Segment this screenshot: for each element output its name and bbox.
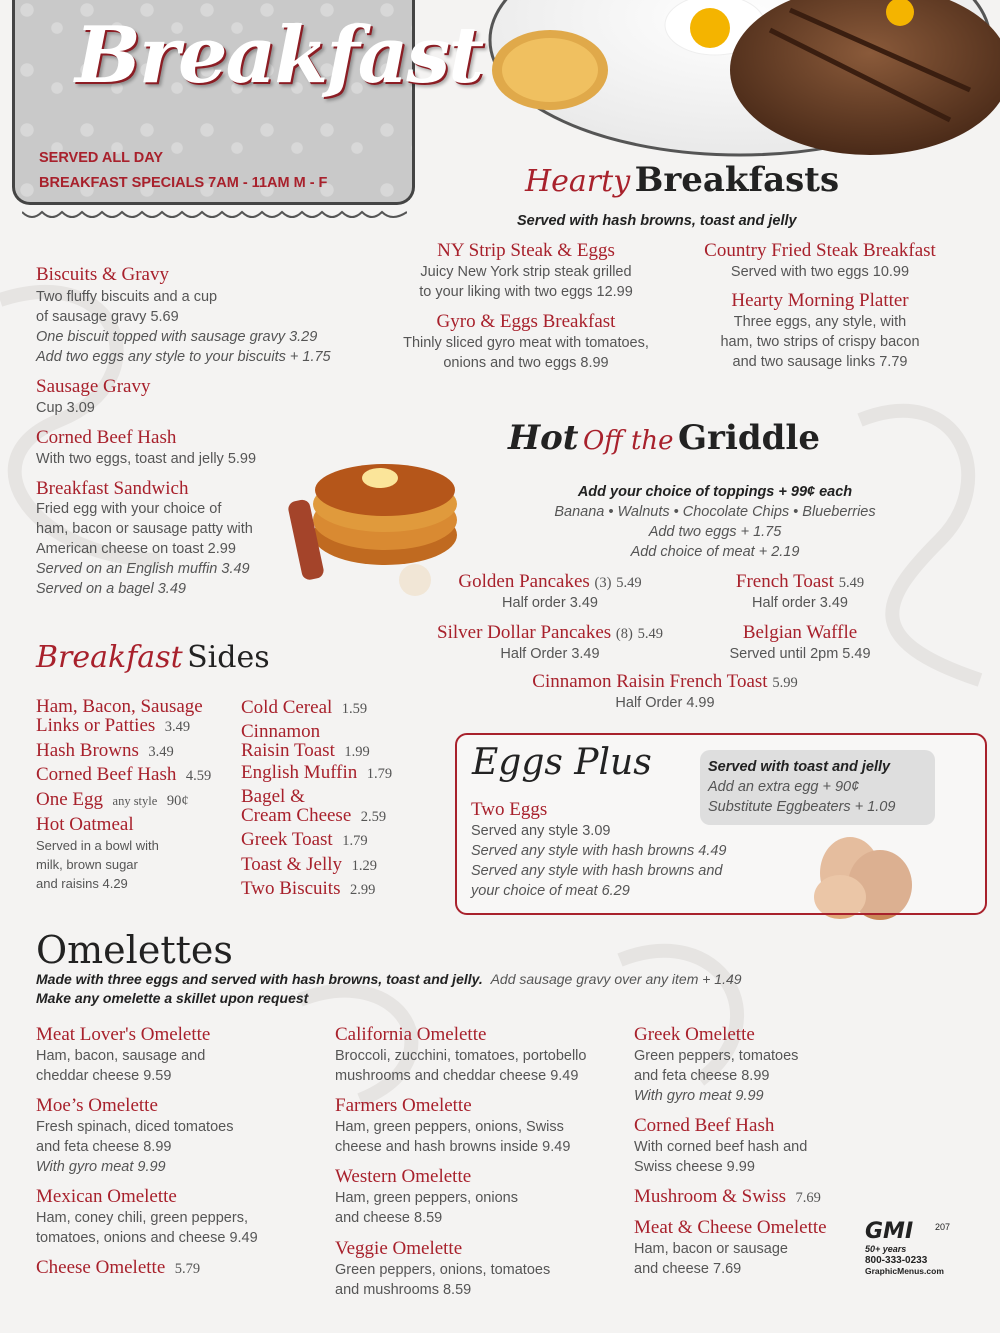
omelette-item (36, 1095, 233, 1177)
side-item (241, 878, 375, 900)
side-item (241, 762, 392, 784)
item-title: Mushroom & Swiss (634, 1186, 787, 1207)
item-desc: Two fluffy biscuits and a cup (36, 289, 218, 305)
side-name: Hot Oatmeal (36, 814, 134, 835)
served-all-day: SERVED ALL DAY (39, 150, 164, 166)
sides-script: Breakfast (36, 640, 183, 675)
item-title: Greek Omelette (634, 1024, 755, 1045)
item-title: Mexican Omelette (36, 1186, 177, 1207)
eggs-plus-item (471, 799, 727, 901)
side-price: 2.99 (349, 882, 376, 898)
item-sub: Half order 3.49 (502, 595, 598, 611)
side-name: Bagel & (241, 786, 305, 807)
side-price: 1.79 (366, 766, 393, 782)
side-name-2: Raisin Toast (241, 740, 335, 761)
omelette-item (335, 1024, 586, 1086)
item-extra: With gyro meat 9.99 (634, 1088, 764, 1104)
griddle-toppings (470, 482, 960, 562)
griddle-item (690, 571, 910, 613)
item-title: Corned Beef Hash (36, 427, 177, 448)
side-price: 4.59 (185, 768, 212, 784)
item-title: Belgian Waffle (742, 622, 858, 643)
item-desc: With corned beef hash and (634, 1139, 808, 1155)
griddle-item (420, 571, 680, 613)
side-item (241, 722, 370, 762)
side-item (241, 697, 367, 719)
item-title: French Toast (735, 571, 834, 592)
side-item (36, 764, 211, 786)
hearty-item (690, 290, 950, 372)
side-name: One Egg (36, 789, 104, 810)
side-price: 1.79 (342, 833, 368, 849)
side-name: Two Biscuits (241, 878, 341, 899)
item-desc: tomatoes, onions and cheese 9.49 (36, 1230, 258, 1246)
item-title: Gyro & Eggs Breakfast (436, 311, 616, 332)
item-title: Corned Beef Hash (634, 1115, 775, 1136)
item-desc: of sausage gravy 5.69 (36, 309, 179, 325)
item-desc: Green peppers, onions, tomatoes (335, 1262, 551, 1278)
item-desc: Ham, coney chili, green peppers, (36, 1210, 248, 1226)
item-price: 5.99 (772, 675, 798, 691)
add-meat: Add choice of meat + 2.19 (630, 544, 800, 560)
item-title: Hearty Morning Platter (731, 290, 909, 311)
item-price: 5.49 (616, 575, 642, 591)
omelette-item (36, 1186, 258, 1248)
item-desc: and feta cheese 8.99 (36, 1139, 172, 1155)
hearty-item (385, 240, 667, 302)
side-name: Hash Browns (36, 740, 139, 761)
logo-brand: GMI (865, 1219, 914, 1244)
item-title: Meat & Cheese Omelette (634, 1217, 827, 1238)
eggs-plus-heading: Eggs Plus (472, 742, 652, 783)
griddle-hot: Hot (508, 418, 579, 458)
hearty-script: Hearty (525, 164, 631, 199)
item-desc: onions and two eggs 8.99 (443, 355, 609, 371)
omelette-item (634, 1024, 798, 1106)
item-title: Western Omelette (335, 1166, 472, 1187)
item-extra: Served on a bagel 3.49 (36, 581, 186, 597)
omelette-item (335, 1166, 518, 1228)
griddle-item (470, 671, 860, 713)
side-price: 90¢ (166, 793, 189, 809)
item-title: Biscuits & Gravy (36, 264, 169, 285)
item-desc: Served any style with hash browns 4.49 (471, 843, 727, 859)
side-item (241, 787, 386, 827)
item-title: Farmers Omelette (335, 1095, 472, 1116)
side-name-2: Links or Patties (36, 715, 156, 736)
item-sub: Served until 2pm 5.49 (729, 646, 871, 662)
item-price: 5.49 (838, 575, 865, 591)
item-title: Cinnamon Raisin French Toast (532, 671, 768, 692)
side-item (36, 789, 189, 811)
item-desc: Served any style 3.09 (471, 823, 611, 839)
item-desc: Thinly sliced gyro meat with tomatoes, (403, 335, 649, 351)
griddle-script: Off the (582, 426, 674, 456)
item-title: Breakfast Sandwich (36, 478, 189, 499)
hearty-item (385, 311, 667, 373)
item-title: Golden Pancakes (458, 571, 590, 592)
gmi-logo (865, 1220, 960, 1295)
omelette-item (634, 1217, 827, 1279)
item-desc: your choice of meat 6.29 (471, 883, 630, 899)
item-desc: mushrooms and cheddar cheese 9.49 (335, 1068, 579, 1084)
item-desc: Served with two eggs 10.99 (730, 264, 910, 280)
item-desc: and feta cheese 8.99 (634, 1068, 770, 1084)
side-name: Cold Cereal (241, 697, 333, 718)
side-note: any style (112, 794, 158, 808)
hearty-word: Breakfasts (634, 160, 840, 200)
note-line: Add an extra egg + 90¢ (708, 779, 860, 795)
item-title: Veggie Omelette (335, 1238, 463, 1259)
side-name: Greek Toast (241, 829, 333, 850)
item-qty: (8) (615, 626, 633, 642)
item-desc: Green peppers, tomatoes (634, 1048, 799, 1064)
sides-word: Sides (187, 640, 270, 675)
toppings-title: Add your choice of toppings + 99¢ each (577, 484, 853, 500)
item-sub: Half Order 3.49 (500, 646, 600, 662)
side-price: 1.99 (344, 744, 370, 760)
eggs-plus-note (708, 757, 895, 817)
add-eggs: Add two eggs + 1.75 (648, 524, 782, 540)
item-sub: Half Order 4.99 (615, 695, 715, 711)
banner-scallop-trim (22, 208, 407, 222)
oatmeal-desc: and raisins 4.29 (36, 876, 128, 891)
item-desc: Fried egg with your choice of (36, 501, 222, 517)
omelette-item (634, 1115, 807, 1177)
oatmeal-desc: Served in a bowl with (36, 838, 159, 853)
omelette-item (36, 1024, 210, 1086)
side-price: 3.49 (148, 744, 174, 760)
omelettes-intro (36, 970, 742, 989)
item-desc: American cheese on toast 2.99 (36, 541, 236, 557)
side-item (36, 740, 174, 762)
side-item (241, 854, 377, 876)
item-extra: With gyro meat 9.99 (36, 1159, 166, 1175)
intro-bold: Made with three eggs and served with hash browns, toast and jelly. (36, 971, 483, 987)
item-desc: Ham, bacon, sausage and (36, 1048, 206, 1064)
item-desc: Cup 3.09 (36, 400, 95, 416)
note-line: Substitute Eggbeaters + 1.09 (708, 799, 896, 815)
item-desc: Swiss cheese 9.99 (634, 1159, 755, 1175)
logo-code: 207 (935, 1222, 951, 1232)
note-line: Served with toast and jelly (708, 759, 891, 775)
sides-heading (36, 640, 270, 675)
item-sub: Half order 3.49 (752, 595, 848, 611)
item-title: Cheese Omelette (36, 1257, 166, 1278)
toppings-list: Banana • Walnuts • Chocolate Chips • Blueberries (554, 504, 876, 520)
side-name: Toast & Jelly (241, 854, 343, 875)
item-extra: Served on an English muffin 3.49 (36, 561, 250, 577)
griddle-word: Griddle (678, 418, 820, 458)
omelette-item (36, 1257, 200, 1279)
griddle-item (690, 622, 910, 664)
side-name-2: Cream Cheese (241, 805, 352, 826)
item-title: Silver Dollar Pancakes (437, 622, 612, 643)
item-desc: and cheese 7.69 (634, 1261, 742, 1277)
item-title: NY Strip Steak & Eggs (437, 240, 615, 261)
item-price: 7.69 (795, 1190, 821, 1206)
item-extra: One biscuit topped with sausage gravy 3.29 (36, 329, 318, 345)
logo-site: GraphicMenus.com (865, 1266, 944, 1276)
header-banner (12, 0, 483, 205)
item-desc: With two eggs, toast and jelly 5.99 (36, 451, 257, 467)
item-desc: Three eggs, any style, with (733, 314, 907, 330)
logo-phone: 800-333-0233 (865, 1255, 928, 1266)
side-name: Corned Beef Hash (36, 764, 177, 785)
item-desc: Juicy New York strip steak grilled (420, 264, 632, 280)
side-item (36, 814, 159, 893)
hearty-item (690, 240, 950, 282)
item-desc: and cheese 8.59 (335, 1210, 443, 1226)
side-item (36, 697, 203, 737)
item-desc: cheese and hash browns inside 9.49 (335, 1139, 571, 1155)
logo-years: 50+ years (865, 1244, 907, 1254)
item-desc: to your liking with two eggs 12.99 (419, 284, 633, 300)
omelette-item (335, 1095, 570, 1157)
item-title: California Omelette (335, 1024, 487, 1045)
omelette-item (634, 1186, 821, 1208)
hearty-heading (525, 160, 839, 200)
item-desc: cheddar cheese 9.59 (36, 1068, 172, 1084)
item-title: Sausage Gravy (36, 376, 151, 397)
item-desc: ham, two strips of crispy bacon (720, 334, 920, 350)
oatmeal-desc: milk, brown sugar (36, 857, 138, 872)
item-title: Meat Lover's Omelette (36, 1024, 211, 1045)
side-name: English Muffin (241, 762, 358, 783)
side-price: 3.49 (164, 719, 191, 735)
side-name: Ham, Bacon, Sausage (36, 696, 203, 717)
item-price: 5.79 (174, 1261, 201, 1277)
breakfast-specials-hours: BREAKFAST SPECIALS 7AM - 11AM M - F (39, 175, 328, 191)
item-desc: Broccoli, zucchini, tomatoes, portobello (335, 1048, 587, 1064)
menu-title: Breakfast (75, 10, 483, 101)
item-desc: and two sausage links 7.79 (732, 354, 908, 370)
item-title: Two Eggs (471, 799, 548, 820)
item-extra: Add two eggs any style to your biscuits + 1.75 (36, 349, 331, 365)
griddle-item (415, 622, 685, 664)
item-desc: Ham, bacon or sausage (634, 1241, 788, 1257)
item-desc: Served any style with hash browns and (471, 863, 723, 879)
intro-bold-2: Make any omelette a skillet upon request (36, 990, 309, 1006)
item-price: 5.49 (637, 626, 663, 642)
item-desc: ham, bacon or sausage patty with (36, 521, 253, 537)
hearty-subtitle: Served with hash browns, toast and jelly (517, 213, 797, 229)
item-desc: Ham, green peppers, onions, Swiss (335, 1119, 564, 1135)
side-name: Cinnamon (241, 721, 321, 742)
side-price: 1.29 (351, 858, 377, 874)
griddle-heading (508, 418, 820, 458)
item-desc: Fresh spinach, diced tomatoes (36, 1119, 234, 1135)
item-title: Moe’s Omelette (36, 1095, 158, 1116)
side-price: 1.59 (341, 701, 368, 717)
item-desc: and mushrooms 8.59 (335, 1282, 472, 1298)
omelette-item (335, 1238, 550, 1300)
intro-italic: Add sausage gravy over any item + 1.49 (490, 971, 742, 987)
item-desc: Ham, green peppers, onions (335, 1190, 518, 1206)
omelettes-heading: Omelettes (36, 928, 233, 972)
side-item (241, 829, 368, 851)
item-qty: (3) (594, 575, 612, 591)
item-title: Country Fried Steak Breakfast (704, 240, 936, 261)
side-price: 2.59 (360, 809, 387, 825)
steak-eggs-photo (470, 0, 1000, 165)
